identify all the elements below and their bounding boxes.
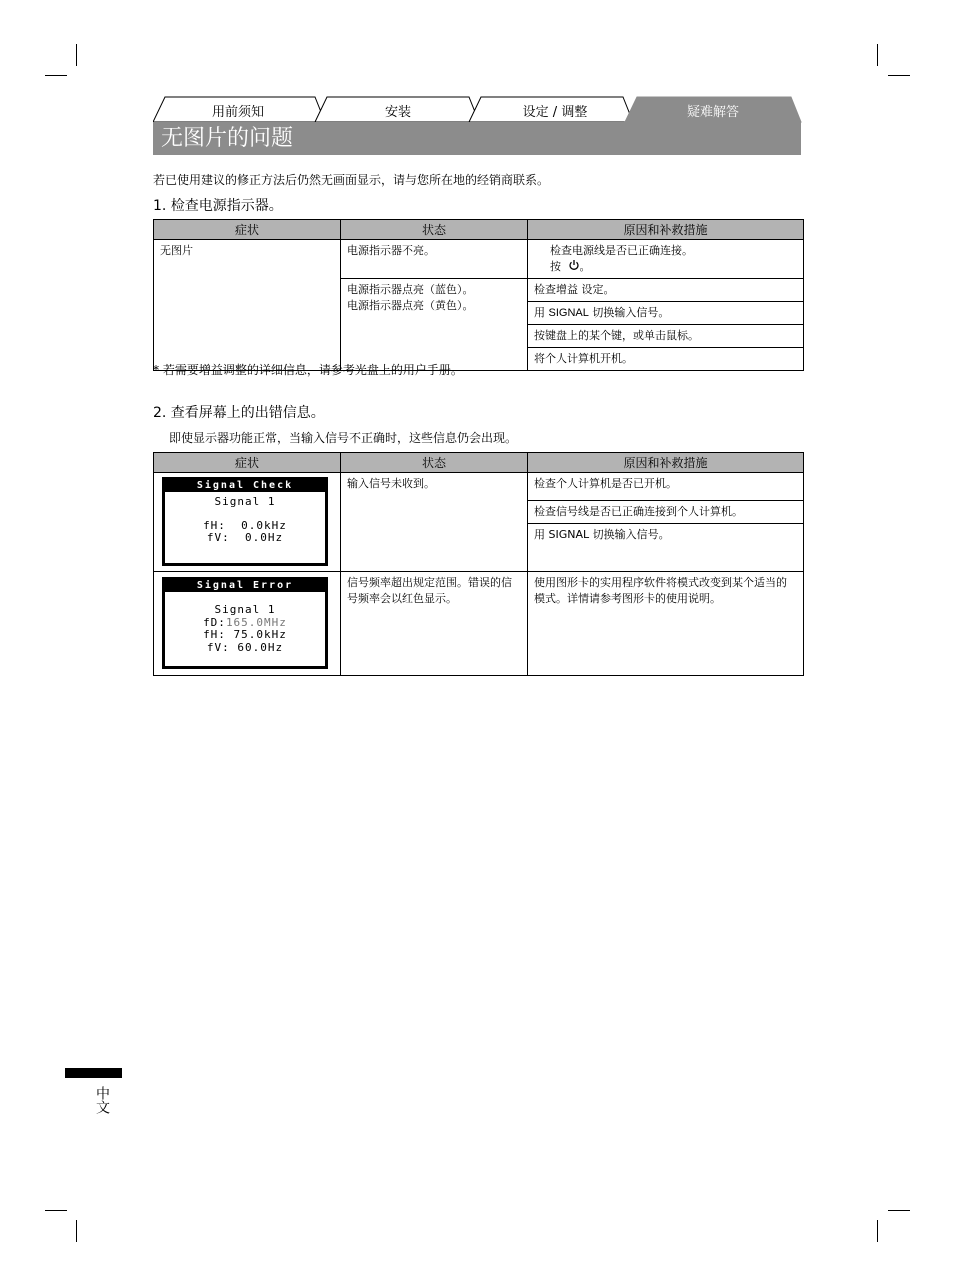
language-marker-bar: [65, 1068, 122, 1078]
remedy-end-punct: 。: [579, 260, 591, 273]
remedy-cell: [528, 302, 804, 325]
osd-title: Signal Check: [165, 480, 325, 492]
remedy-text: 按键盘上的某个键，或单击鼠标。: [534, 329, 699, 342]
power-icon: [568, 259, 580, 271]
status-cell: [341, 240, 528, 279]
osd-line: fH: 75.0kHz: [203, 628, 287, 641]
remedy-text: 检查电源线是否已正确连接。: [550, 244, 693, 257]
osd-line: fV: 60.0Hz: [206, 640, 284, 654]
section2-subtext: 即使显示器功能正常，当输入信号不正确时，这些信息仍会出现。: [169, 431, 518, 445]
remedy-text: 用: [534, 528, 545, 541]
crop-mark: [888, 75, 910, 76]
remedy-cell: [528, 473, 804, 501]
osd-error-value: 165.0MHz: [225, 615, 287, 629]
status-text: 电源指示器不亮。: [347, 244, 435, 257]
remedy-text: [550, 259, 797, 275]
tab-before-use[interactable]: 用前须知: [211, 105, 264, 120]
gain-note: * 若需要增益调整的详细信息，请参考光盘上的用户手册。: [153, 363, 463, 377]
osd-line: Signal 1: [214, 495, 276, 508]
col-header-symptom: 症状: [154, 453, 341, 473]
crop-mark: [76, 44, 77, 66]
intro-text: 若已使用建议的修正方法后仍然无画面显示，请与您所在地的经销商联系。: [153, 173, 550, 187]
remedy-press-text: 按: [550, 260, 561, 273]
tab-installation[interactable]: 安装: [384, 105, 411, 120]
symptom-cell: [154, 473, 341, 572]
remedy-text: 检查个人计算机是否已开机。: [534, 477, 677, 490]
signal-key-label: SIGNAL: [548, 307, 589, 319]
signal-key-label: SIGNAL: [548, 528, 590, 541]
remedy-text: 切换输入信号。: [592, 528, 670, 541]
status-cell: [341, 473, 528, 572]
crop-mark: [45, 1210, 67, 1211]
remedy-text: 使用图形卡的实用程序软件将模式改变到某个适当的模式。详情请参考图形卡的使用说明。: [534, 576, 787, 605]
remedy-text: 将个人计算机开机。: [534, 352, 633, 365]
crop-mark: [45, 75, 67, 76]
col-header-symptom: 症状: [154, 220, 341, 240]
osd-line: fV: 0.0Hz: [206, 531, 284, 544]
tab-settings[interactable]: 设定 / 调整: [522, 105, 588, 120]
status-cell: [341, 572, 528, 676]
status-text: 输入信号未收到。: [347, 477, 435, 490]
status-cell: [341, 279, 528, 371]
status-text: 电源指示器点亮（黄色）。: [347, 299, 474, 312]
section2-heading: 2. 查看屏幕上的出错信息。: [153, 405, 325, 421]
col-header-remedy: 原因和补救措施: [528, 220, 804, 240]
power-indicator-table: [153, 219, 804, 371]
crop-mark: [76, 1220, 77, 1242]
remedy-text: 检查增益 设定。: [534, 283, 615, 296]
language-label: 中文: [94, 1086, 110, 1114]
status-text: 信号频率超出规定范围。错误的信号频率会以红色显示。: [347, 576, 512, 605]
osd-signal-check: [162, 477, 328, 566]
tab-troubleshooting[interactable]: 疑难解答: [686, 105, 739, 120]
osd-title: Signal Error: [165, 580, 325, 592]
remedy-cell: [528, 572, 804, 676]
symptom-cell: [154, 240, 341, 371]
col-header-status: 状态: [341, 453, 528, 473]
osd-line: Signal 1: [214, 603, 276, 616]
remedy-cell: [528, 524, 804, 572]
osd-signal-error: [162, 577, 328, 669]
remedy-text: 检查信号线是否已正确连接到个人计算机。: [534, 505, 743, 518]
remedy-text: 用: [534, 306, 545, 319]
symptom-cell: [154, 572, 341, 676]
crop-mark: [888, 1210, 910, 1211]
col-header-remedy: 原因和补救措施: [528, 453, 804, 473]
remedy-cell: [528, 501, 804, 524]
section1-heading: 1. 检查电源指示器。: [153, 198, 283, 214]
osd-label: fD:: [203, 615, 226, 629]
remedy-cell: [528, 279, 804, 302]
col-header-status: 状态: [341, 220, 528, 240]
remedy-cell: [528, 240, 804, 279]
remedy-cell: [528, 325, 804, 348]
tab-bar: [153, 95, 803, 123]
osd-line: fH: 0.0kHz: [203, 519, 287, 532]
remedy-cell: [528, 348, 804, 371]
page-title: 无图片的问题: [153, 122, 801, 155]
status-text: 电源指示器点亮（蓝色）。: [347, 283, 474, 296]
error-message-table: [153, 452, 804, 676]
crop-mark: [877, 1220, 878, 1242]
remedy-text: 切换输入信号。: [592, 306, 670, 319]
crop-mark: [877, 44, 878, 66]
symptom-text: 无图片: [160, 244, 193, 257]
